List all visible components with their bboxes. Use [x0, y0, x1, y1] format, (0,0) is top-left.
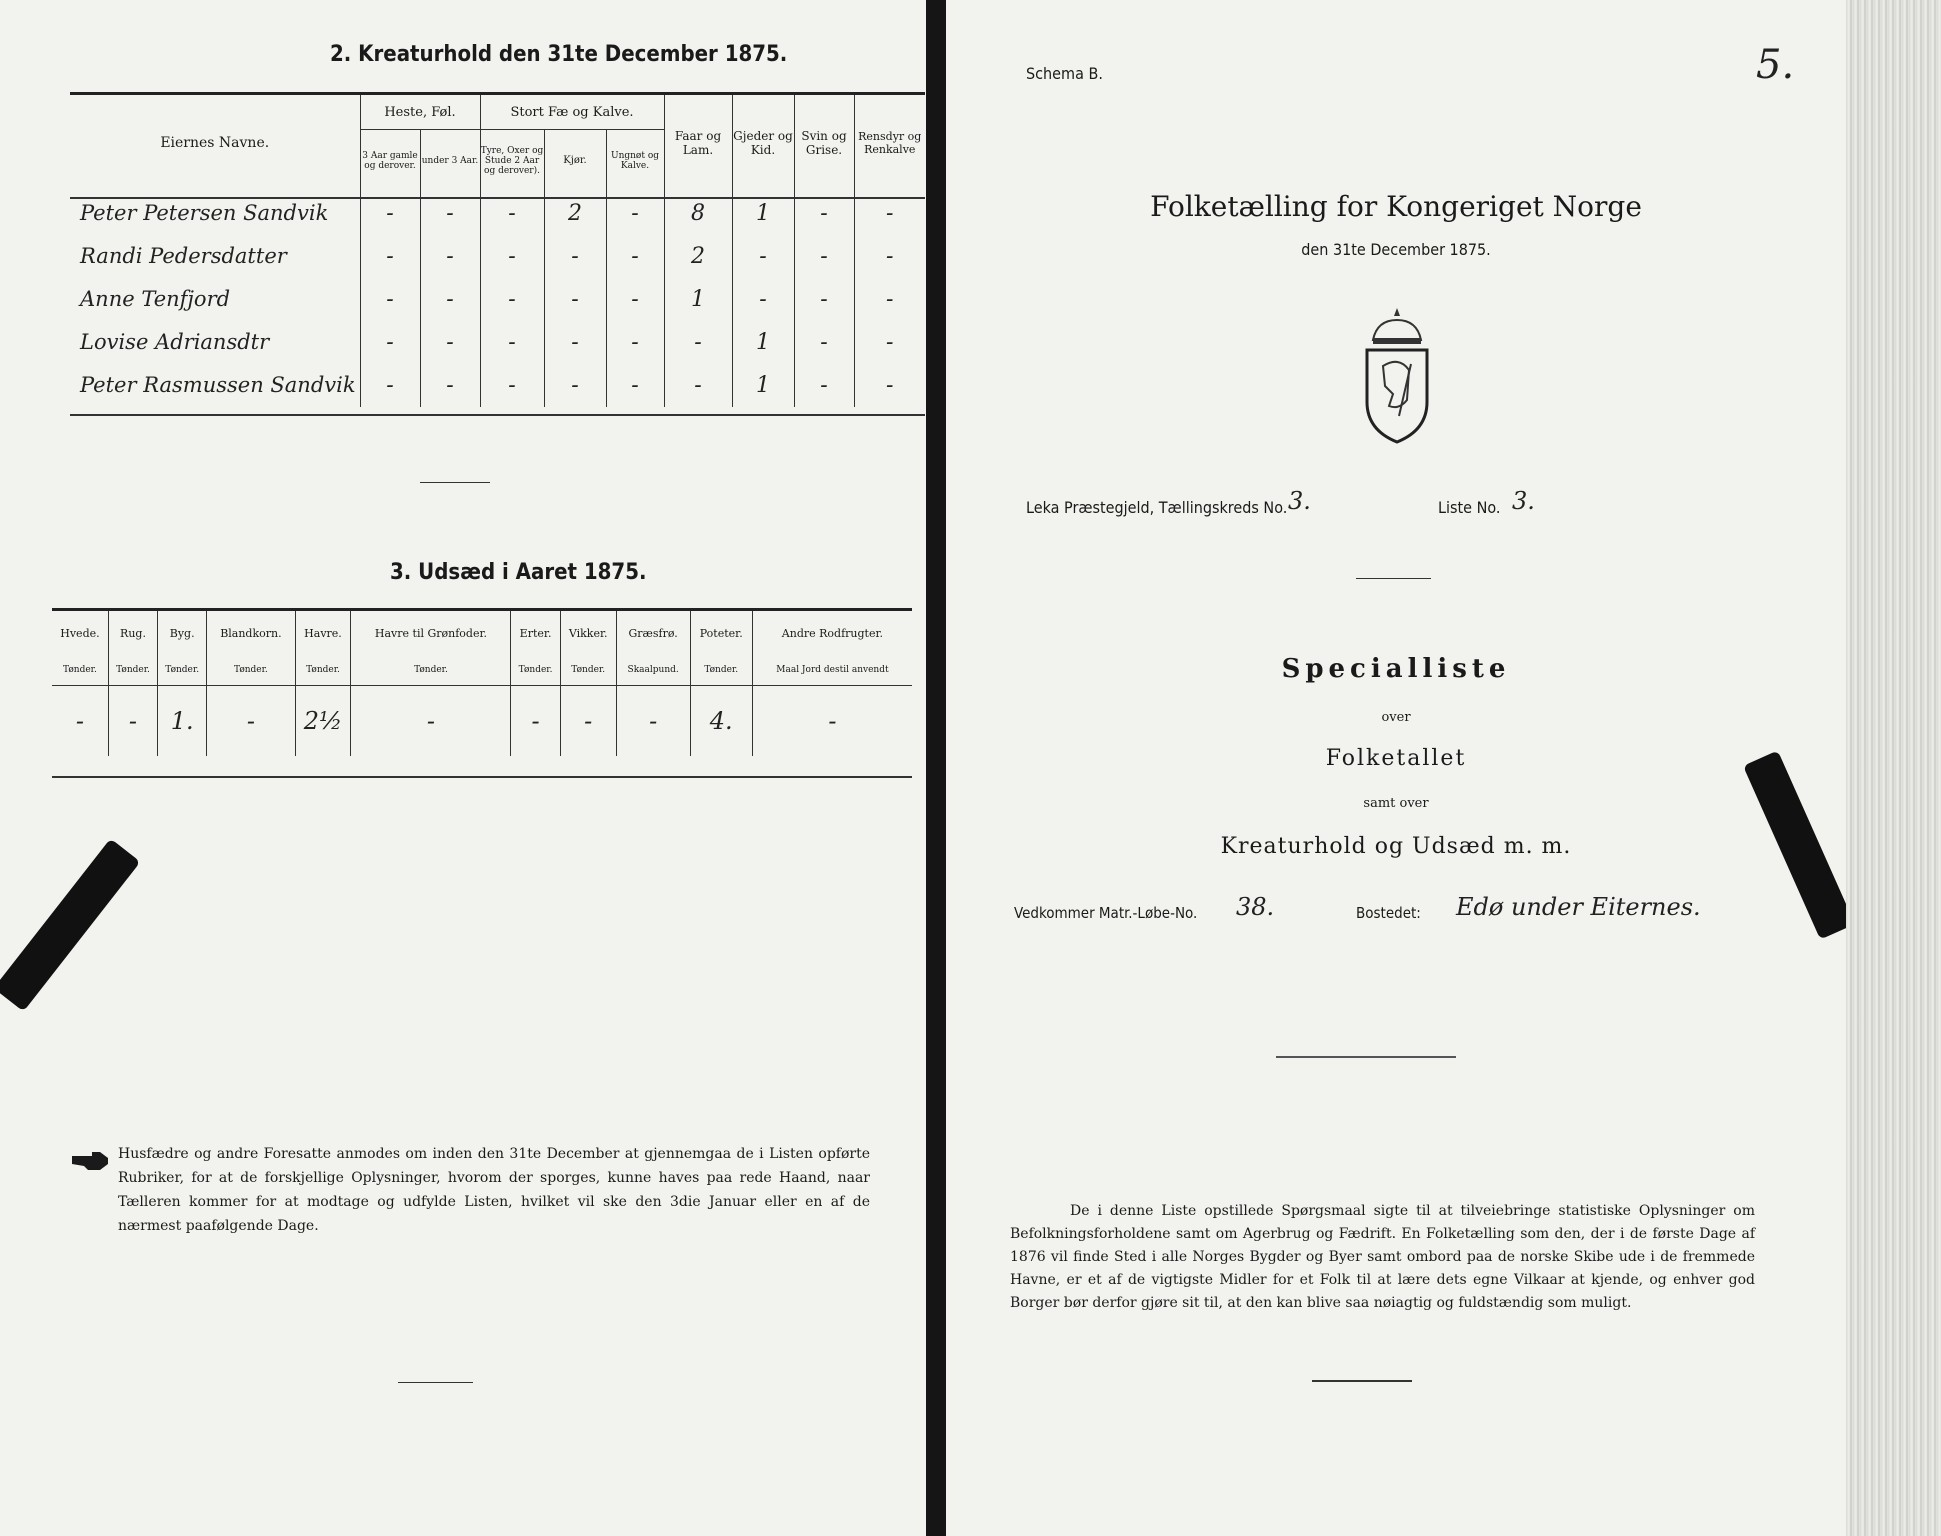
livestock-cell: - [794, 192, 854, 235]
pigs-header: Svin og Grise. [794, 94, 854, 192]
owner-name: Peter Petersen Sandvik [80, 201, 329, 225]
footer-text: De i denne Liste opstillede Spørgsmaal sigte til at tilveiebringe statistiske Oplysninger om Befolkningsforholdene samt om Agerbrug og Fædrift. En Folketælling som den, der i de første Dage af 1876 vil finde Sted i alle Norges Bygder og Byer samt ombord paa de norske Skibe ude i de fremmede Havne, er et af de vigtigste Midler for et Folk til at lære dets egne Vilkaar at kjende, og enhver god Borger bør derfor gjøre sit til, at den kan blive saa nøiagtig og fuldstændig som muligt. [1010, 1203, 1755, 1311]
matr-number: 38. [1236, 893, 1275, 921]
livestock-cell: 2 [664, 235, 732, 278]
page-stack-edge [1846, 0, 1941, 1536]
owner-name: Lovise Adriansdtr [80, 330, 270, 354]
livestock-cell: - [664, 321, 732, 364]
livestock-cell: - [606, 364, 664, 407]
livestock-cell: - [480, 364, 544, 407]
livestock-row [70, 364, 925, 407]
owner-name: Peter Rasmussen Sandvik [80, 373, 356, 397]
livestock-cell: - [854, 321, 925, 364]
census-date: den 31te December 1875. [1301, 240, 1491, 259]
seed-value: - [108, 686, 157, 756]
seed-crop-header: Erter. [511, 610, 560, 656]
seed-crop-header: Blandkorn. [207, 610, 295, 656]
livestock-cell: - [420, 278, 480, 321]
livestock-cell: - [420, 364, 480, 407]
district-number: 3. [1288, 487, 1311, 515]
livestock-cell: - [794, 321, 854, 364]
seed-crop-header: Græsfrø. [616, 610, 690, 656]
seed-crop-header: Andre Rodfrugter. [752, 610, 912, 656]
livestock-cell: - [794, 278, 854, 321]
livestock-cell: - [732, 278, 794, 321]
seed-table [52, 608, 912, 756]
samt-over-label: samt over [1363, 796, 1429, 811]
livestock-cell: - [854, 364, 925, 407]
seed-unit-header: Tønder. [690, 656, 752, 686]
seed-value: - [351, 686, 511, 756]
seed-unit-header: Tønder. [295, 656, 351, 686]
livestock-cell: - [544, 364, 606, 407]
notice-text: Husfædre og andre Foresatte anmodes om inden den 31te December at gjennemgaa de i Listen opførte Rubriker, for at de forskjellige Oplysninger, hvorom der sporges, kunne haves paa rede Haand, naar Tælleren kommer for at modtage og udfylde Listen, hvilket vil ske den 3die Januar eller en af de nærmest paafølgende Dage. [118, 1146, 870, 1234]
livestock-row [70, 278, 925, 321]
footer-rule [1312, 1380, 1412, 1382]
livestock-cell: - [360, 321, 420, 364]
seed-unit-header: Tønder. [207, 656, 295, 686]
coat-of-arms-icon [1359, 306, 1435, 446]
seed-unit-header: Tønder. [511, 656, 560, 686]
matr-label: Vedkommer Matr.-Løbe-No. [1014, 904, 1198, 922]
livestock-cell: - [544, 278, 606, 321]
livestock-header-rule [70, 197, 925, 199]
livestock-cell: - [420, 192, 480, 235]
livestock-cell: - [360, 278, 420, 321]
seed-crop-header: Havre. [295, 610, 351, 656]
seed-value: - [511, 686, 560, 756]
horses-old-header: 3 Aar gamle og derover. [360, 130, 420, 192]
livestock-cell: - [606, 235, 664, 278]
seed-crop-header: Havre til Grønfoder. [351, 610, 511, 656]
livestock-cell: - [480, 235, 544, 278]
seed-value: - [207, 686, 295, 756]
seed-unit-header: Skaalpund. [616, 656, 690, 686]
seed-value: 2½ [295, 686, 351, 756]
calves-header: Ungnøt og Kalve. [606, 130, 664, 192]
livestock-cell: - [854, 192, 925, 235]
kreaturhold-label: Kreaturhold og Udsæd m. m. [1220, 834, 1572, 859]
parish-label: Leka Præstegjeld, Tællingskreds No. [1026, 498, 1288, 517]
seed-unit-header: Tønder. [351, 656, 511, 686]
livestock-cell: - [854, 235, 925, 278]
list-label: Liste No. [1438, 498, 1501, 517]
livestock-cell: - [544, 321, 606, 364]
livestock-cell: - [360, 364, 420, 407]
livestock-cell: - [480, 192, 544, 235]
livestock-cell: 1 [732, 321, 794, 364]
right-page [946, 0, 1846, 1536]
seed-unit-header: Maal Jord destil anvendt [752, 656, 912, 686]
livestock-cell: - [420, 321, 480, 364]
seed-value: - [560, 686, 616, 756]
seed-value: - [616, 686, 690, 756]
livestock-cell: - [732, 235, 794, 278]
right-separator [1356, 578, 1431, 579]
seed-value: 1. [158, 686, 207, 756]
bookmark-tab-left [0, 838, 140, 1011]
list-number: 3. [1512, 487, 1535, 515]
census-title: Folketælling for Kongeriget Norge [1150, 190, 1642, 223]
goats-header: Gjeder og Kid. [732, 94, 794, 192]
livestock-cell: 1 [664, 278, 732, 321]
specialliste-heading: Specialliste [1281, 654, 1511, 684]
livestock-cell: - [606, 192, 664, 235]
livestock-cell: 1 [732, 364, 794, 407]
livestock-cell: - [794, 235, 854, 278]
seed-crop-header: Byg. [158, 610, 207, 656]
seed-value: - [52, 686, 108, 756]
seed-value: 4. [690, 686, 752, 756]
left-page [0, 0, 932, 1536]
seed-crop-header: Rug. [108, 610, 157, 656]
livestock-cell: - [854, 278, 925, 321]
seed-unit-header: Tønder. [158, 656, 207, 686]
livestock-cell: - [606, 321, 664, 364]
livestock-title: 2. Kreaturhold den 31te December 1875. [330, 42, 788, 67]
decorative-rule [1276, 1056, 1456, 1058]
seed-unit-header: Tønder. [108, 656, 157, 686]
seed-bottom-rule [52, 776, 912, 778]
schema-label: Schema B. [1026, 64, 1103, 83]
livestock-cell: 2 [544, 192, 606, 235]
horses-header: Heste, Føl. [360, 94, 480, 130]
seed-crop-header: Poteter. [690, 610, 752, 656]
horses-young-header: under 3 Aar. [420, 130, 480, 192]
livestock-cell: - [544, 235, 606, 278]
pointing-hand-icon [70, 1150, 110, 1172]
livestock-table [70, 92, 925, 407]
owner-name: Randi Pedersdatter [80, 244, 287, 268]
reindeer-header: Rensdyr og Renkalve [854, 94, 925, 192]
livestock-cell: 1 [732, 192, 794, 235]
sheep-header: Faar og Lam. [664, 94, 732, 192]
livestock-cell: - [480, 321, 544, 364]
seed-crop-header: Hvede. [52, 610, 108, 656]
livestock-cell: - [360, 235, 420, 278]
page-number: 5. [1756, 42, 1795, 88]
cattle-header: Stort Fæ og Kalve. [480, 94, 664, 130]
livestock-cell: - [664, 364, 732, 407]
seed-value: - [752, 686, 912, 756]
separator [420, 482, 490, 483]
livestock-row [70, 235, 925, 278]
binding-gutter [926, 0, 946, 1536]
livestock-row [70, 321, 925, 364]
owner-name: Anne Tenfjord [80, 287, 231, 311]
livestock-cell: - [480, 278, 544, 321]
bosted-label: Bostedet: [1356, 904, 1421, 922]
livestock-cell: 8 [664, 192, 732, 235]
livestock-bottom-rule [70, 414, 925, 416]
seed-crop-header: Vikker. [560, 610, 616, 656]
livestock-cell: - [420, 235, 480, 278]
folketallet-label: Folketallet [1325, 746, 1467, 771]
bosted-value: Edø under Eiternes. [1456, 893, 1701, 921]
over-label: over [1381, 710, 1411, 725]
owner-header: Eiernes Navne. [70, 94, 360, 192]
seed-unit-header: Tønder. [560, 656, 616, 686]
livestock-cell: - [606, 278, 664, 321]
cows-header: Kjør. [544, 130, 606, 192]
seed-unit-header: Tønder. [63, 665, 97, 676]
livestock-cell: - [360, 192, 420, 235]
seed-title: 3. Udsæd i Aaret 1875. [390, 560, 647, 585]
livestock-cell: - [794, 364, 854, 407]
bottom-separator [398, 1382, 473, 1383]
bulls-header: Tyre, Oxer og Stude 2 Aar og derover). [480, 130, 544, 192]
